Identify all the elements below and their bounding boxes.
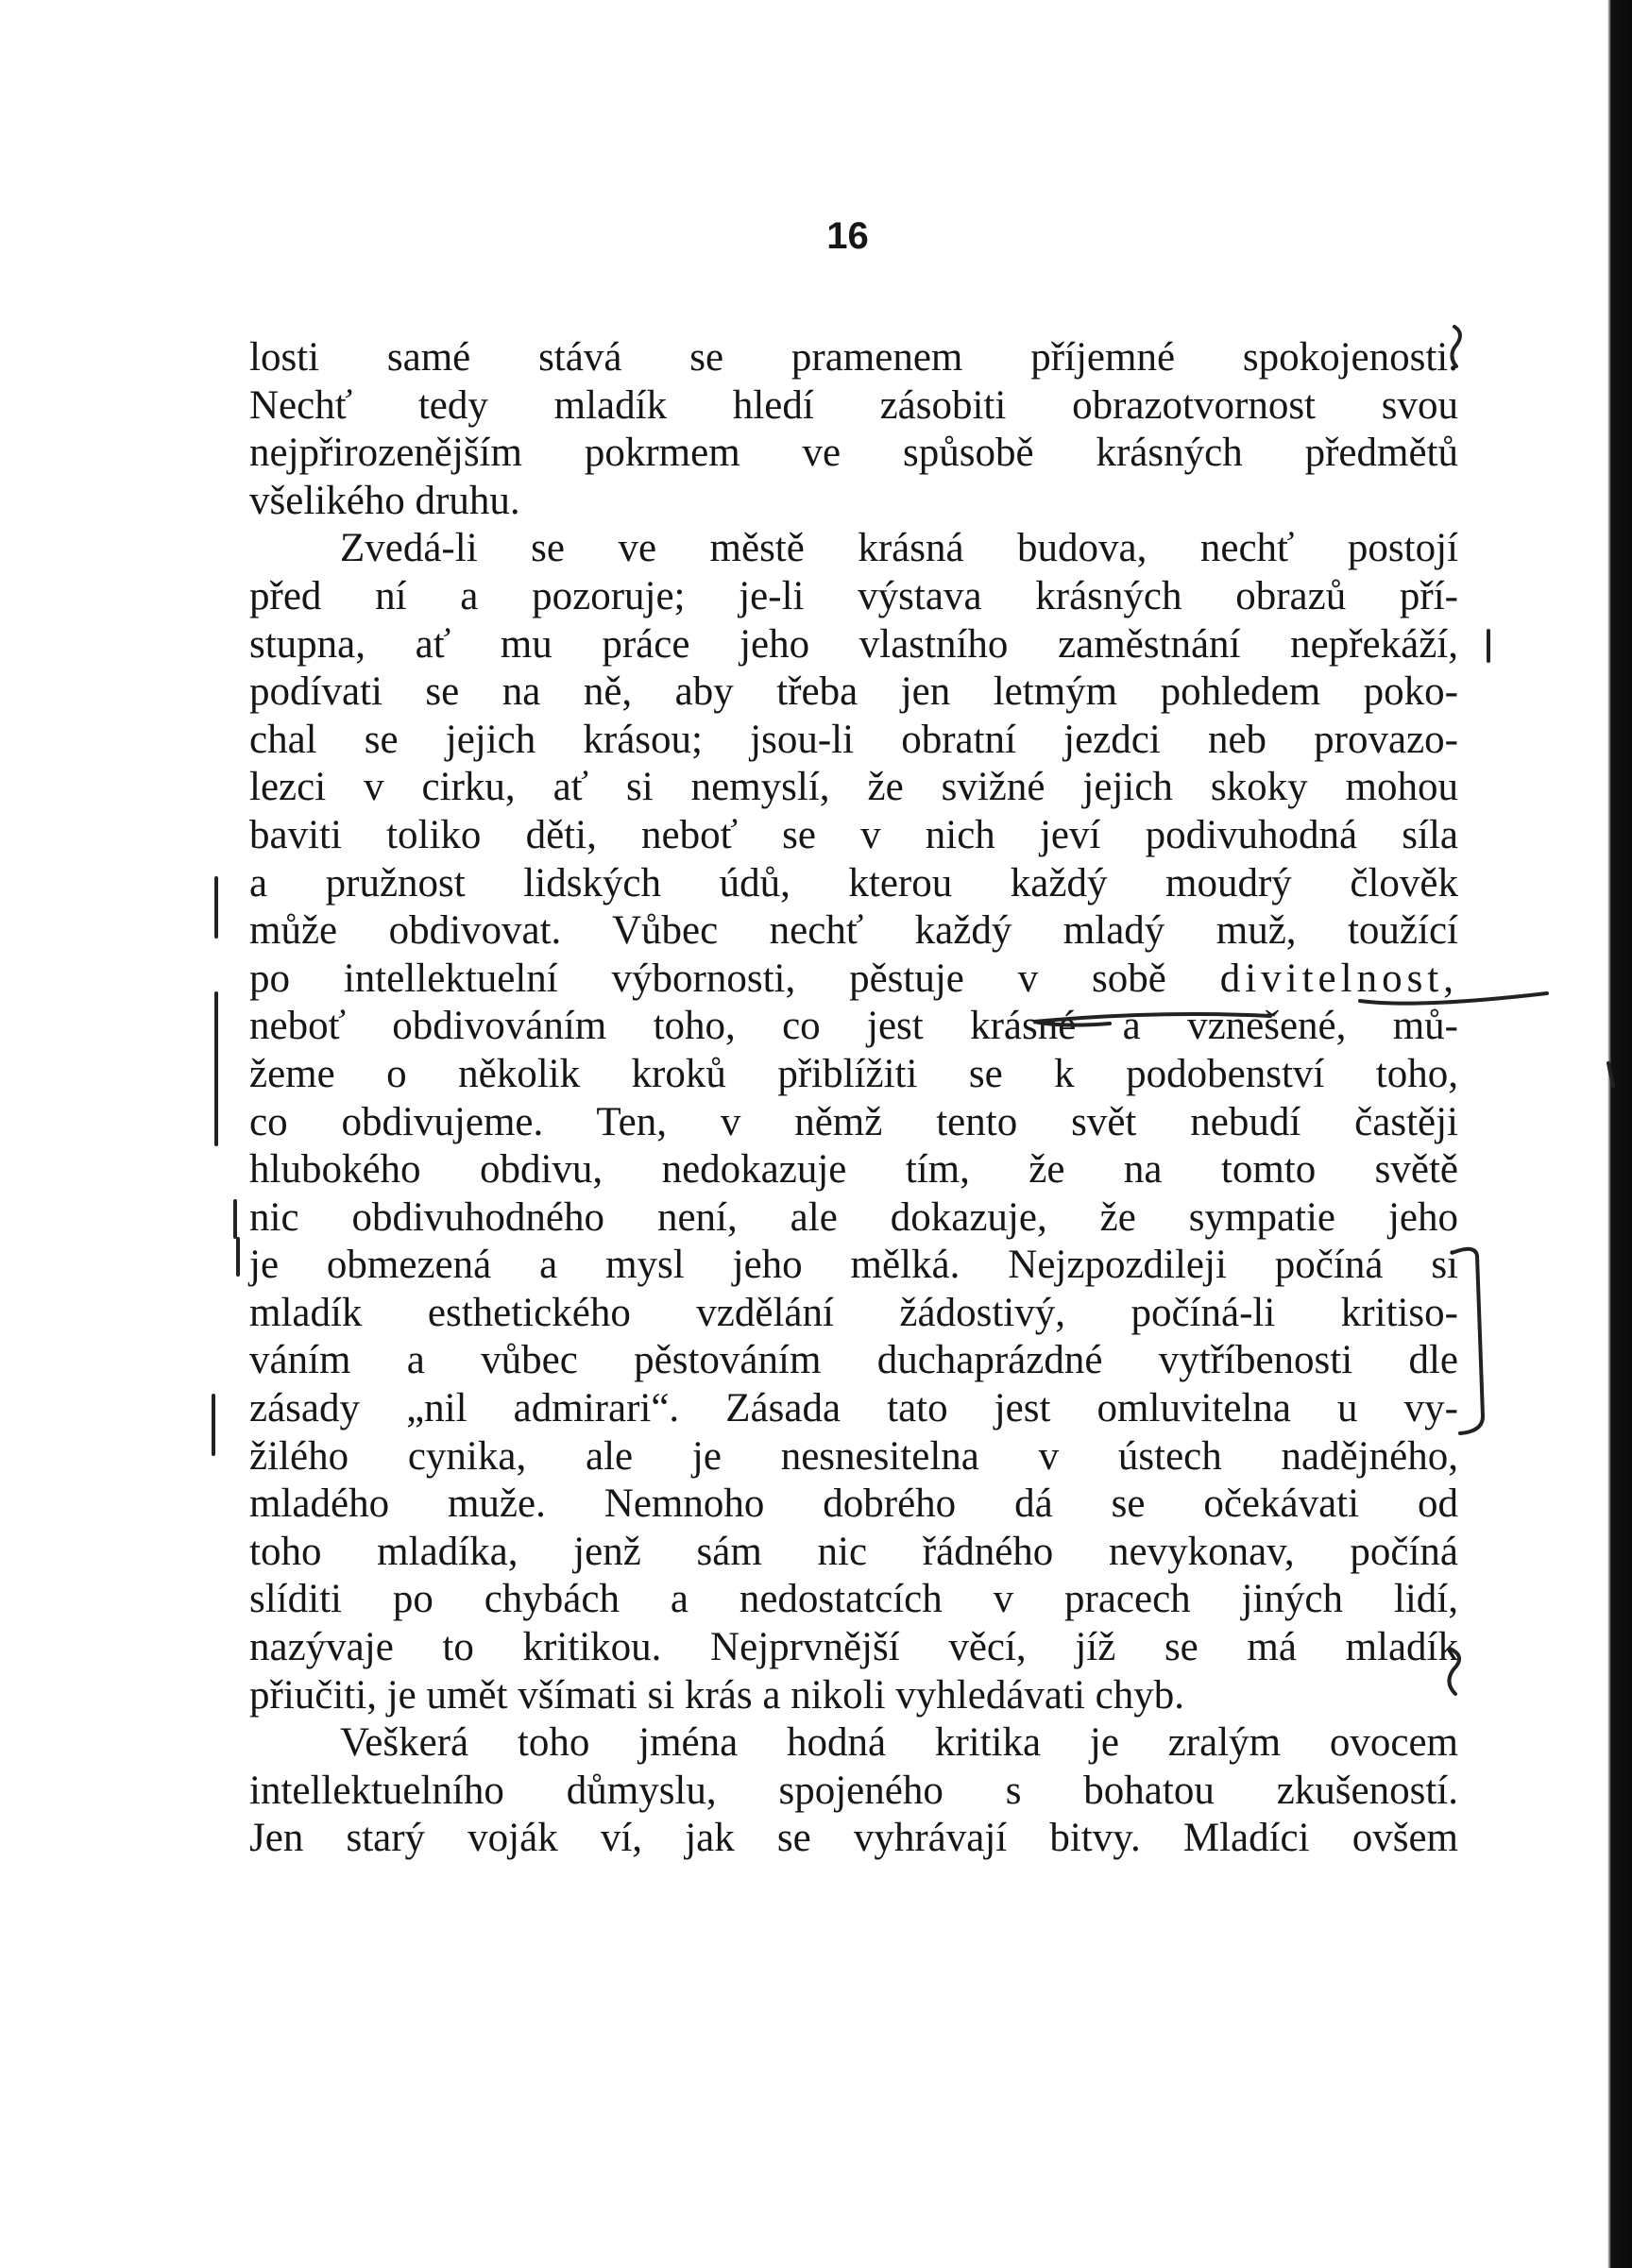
text-line: a pružnost lidských údů, kterou každý moudrý člověk: [249, 860, 1458, 906]
text-line: mladík esthetického vzdělání žádostivý, počíná-li kritiso-: [249, 1290, 1458, 1335]
margin-bracket: [1454, 1249, 1483, 1433]
text-line: nic obdivuhodného není, ale dokazuje, že sympatie jeho: [249, 1194, 1458, 1240]
text-line: co obdivujeme. Ten, v němž tento svět nebudí častěji: [249, 1099, 1458, 1144]
text-line: intellektuelního důmyslu, spojeného s bohatou zkušeností.: [249, 1768, 1458, 1813]
text-line: může obdivovat. Vůbec nechť každý mladý muž, toužící: [249, 908, 1458, 954]
text-line: toho mladíka, jenž sám nic řádného nevykonav, počíná: [249, 1529, 1458, 1574]
text-line: neboť obdivováním toho, co jest krásné a vznešené, mů-: [249, 1004, 1458, 1049]
text-line: nazývaje to kritikou. Nejprvnější věcí, jíž se má mladík: [249, 1625, 1458, 1670]
text-line: mladého muže. Nemnoho dobrého dá se očekávati od: [249, 1481, 1458, 1527]
text-line: losti samé stává se pramenem příjemné spokojenosti.: [249, 335, 1458, 380]
paragraph-start: Veškerá toho jména hodná kritika je zralým ovocem: [340, 1720, 1458, 1766]
text-line: všelikého druhu.: [249, 478, 520, 523]
text-line: Jen starý voják ví, jak se vyhrávají bitvy. Mladíci ovšem: [249, 1816, 1458, 1861]
body-text: [249, 334, 1458, 1863]
page-number: 16: [826, 215, 869, 257]
text-line: před ní a pozoruje; je-li výstava krásných obrazů pří-: [249, 573, 1458, 618]
text-line: zásady „nil admirari“. Zásada tato jest omluvitelna u vy-: [249, 1386, 1458, 1431]
text-line: váním a vůbec pěstováním duchaprázdné vytříbenosti dle: [249, 1338, 1458, 1383]
text-line: Nechť tedy mladík hledí zásobiti obrazotvornost svou: [249, 382, 1458, 428]
text-line: slíditi po chybách a nedostatcích v pracech jiných lidí,: [249, 1577, 1458, 1622]
text-line: stupna, ať mu práce jeho vlastního zaměstnání nepřekáží,: [249, 621, 1458, 667]
text-line: [249, 956, 1458, 1004]
text-line: přiučiti, je umět všímati si krás a nikoli vyhledávati chyb.: [249, 1672, 1184, 1718]
text-line: podívati se na ně, aby třeba jen letmým pohledem poko-: [249, 669, 1458, 715]
text-line: baviti toliko děti, neboť se v nich jeví podivuhodná síla: [249, 812, 1458, 857]
text-segment: po intellektuelní výbornosti, pěstuje v sobě: [249, 956, 1166, 1001]
paragraph-start: Zvedá-li se ve městě krásná budova, nechť postojí: [340, 526, 1458, 571]
spaced-emphasis: divitelnost,: [1219, 956, 1459, 1001]
text-line: žilého cynika, ale je nesnesitelna v ústech nadějného,: [249, 1433, 1458, 1479]
text-line: lezci v cirku, ať si nemyslí, že svižné jejich skoky mohou: [249, 765, 1458, 810]
text-line: je obmezená a mysl jeho mělká. Nejzpozdileji počíná si: [249, 1243, 1458, 1288]
text-line: nejpřirozenějším pokrmem ve spůsobě krásných předmětů: [249, 431, 1458, 476]
text-line: žeme o několik kroků přiblížiti se k podobenství toho,: [249, 1051, 1458, 1096]
text-line: hlubokého obdivu, nedokazuje tím, že na tomto světě: [249, 1147, 1458, 1193]
text-line: chal se jejich krásou; jsou-li obratní jezdci neb provazo-: [249, 717, 1458, 762]
page-edge-shadow: [1598, 0, 1632, 2268]
